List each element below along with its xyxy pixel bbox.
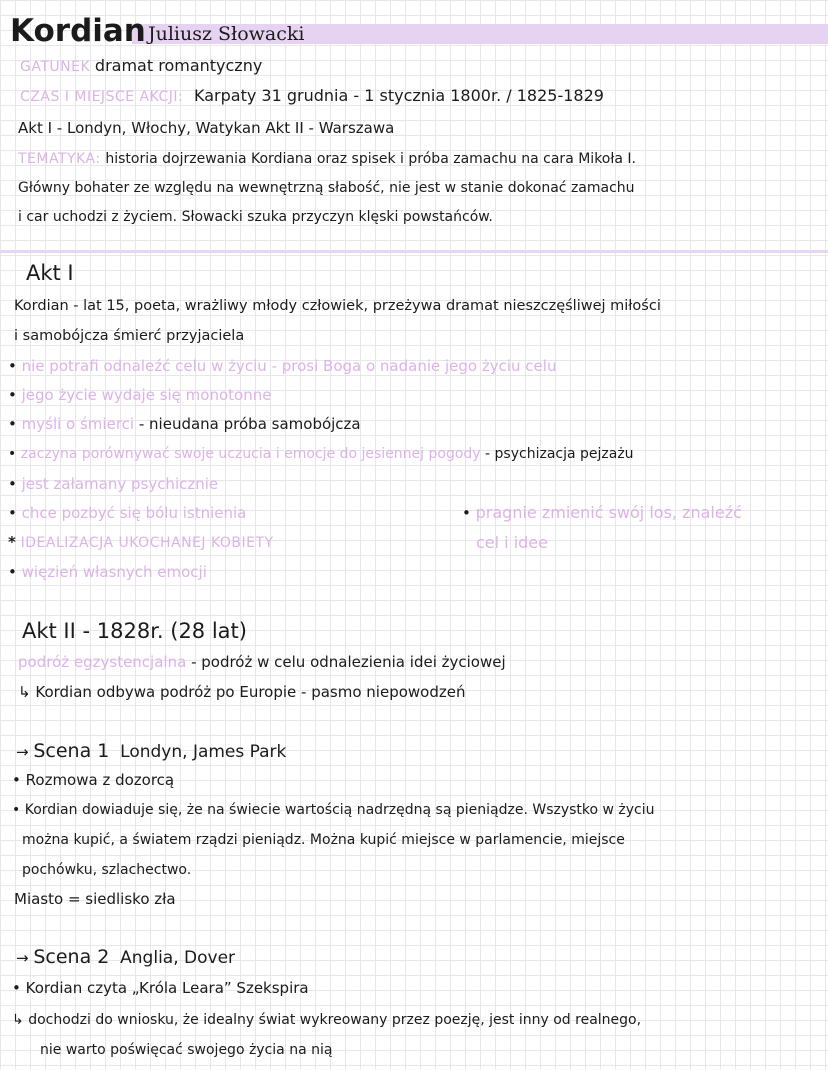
scene2-bullet-2 — [12, 1010, 641, 1030]
genre-value: dramat romantyczny — [94, 56, 263, 75]
scene2-heading — [16, 944, 235, 970]
bullet-dot: • — [462, 504, 471, 522]
act2-journey-note — [18, 682, 465, 702]
act1-bullet-7 — [8, 532, 274, 553]
act1-bullet-5 — [8, 474, 218, 494]
theme-text-1: historia dojrzewania Kordiana oraz spisek i próba zamachu na cara Mikoła I. — [105, 151, 636, 167]
act1-side-note-2: cel i idee — [476, 533, 548, 552]
scene1-note: Miasto = siedlisko zła — [14, 890, 176, 908]
bullet-dot: • — [8, 357, 17, 375]
bullet-dot: • — [12, 771, 21, 789]
scene1-heading — [16, 738, 286, 764]
act1-description-2: i samobójcza śmierć przyjaciela — [14, 328, 245, 344]
act1-bullet-1-rest: - prosi Boga o nadanie jego życiu celu — [271, 357, 557, 375]
act2-heading: Akt II - 1828r. (28 lat) — [22, 619, 247, 643]
arrow-icon: → — [16, 949, 29, 967]
bullet-dot: • — [8, 446, 17, 462]
theme-line-1 — [18, 148, 636, 169]
arrow-icon: → — [16, 743, 29, 761]
place-line — [20, 86, 604, 107]
bullet-dot: • — [8, 475, 17, 493]
scene2-bullet-1-text: Kordian czyta „Króla Leara” Szekspira — [25, 979, 309, 997]
theme-label: TEMATYKA: — [18, 151, 101, 167]
act2-journey-note-text: Kordian odbywa podróż po Europie - pasmo niepowodzeń — [35, 683, 466, 701]
bullet-dot: • — [8, 504, 17, 522]
genre-line — [20, 56, 262, 77]
act1-description-1: Kordian - lat 15, poeta, wrażliwy młody człowiek, przeżywa dramat nieszczęśliwej miłości — [14, 298, 661, 314]
genre-label: GATUNEK — [20, 59, 91, 75]
act1-bullet-6-text: chce pozbyć się bólu istnienia — [21, 504, 247, 522]
act1-bullet-4 — [8, 444, 634, 464]
scene1-bullet-1 — [12, 770, 174, 790]
act1-bullet-2 — [8, 385, 271, 405]
act1-bullet-3 — [8, 414, 361, 434]
scene1-bullet-2-cont-1: można kupić, a światem rządzi pieniądz. Można kupić miejsce w parlamencie, miejsce — [22, 832, 625, 848]
author-name: Juliusz Słowacki — [148, 23, 305, 45]
act1-bullet-3-text: myśli o śmierci — [21, 415, 135, 433]
act1-bullet-1 — [8, 356, 556, 376]
act1-bullet-3-rest: - nieudana próba samobójcza — [138, 415, 361, 433]
act1-heading: Akt I — [26, 261, 74, 285]
place-value: Karpaty 31 grudnia - 1 stycznia 1800r. / 1825-1829 — [194, 86, 604, 105]
place-label: CZAS I MIEJSCE AKCJI: — [20, 89, 184, 105]
act1-bullet-1-text: nie potrafi odnaleźć celu w życiu — [21, 357, 267, 375]
section-divider-1 — [0, 250, 828, 253]
scene2-bullet-1 — [12, 978, 309, 998]
scene1-place: Londyn, James Park — [120, 742, 287, 762]
return-arrow-icon: ↳ — [12, 1012, 24, 1028]
bullet-dot: • — [8, 415, 17, 433]
act2-journey-line — [18, 652, 506, 672]
bullet-dot: • — [12, 802, 21, 818]
scene1-label: Scena 1 — [33, 740, 110, 762]
act1-bullet-2-text: jego życie wydaje się monotonne — [21, 386, 272, 404]
scene1-bullet-2-cont-2: pochówku, szlachectwo. — [22, 862, 192, 878]
bullet-dot: • — [8, 563, 17, 581]
page-title: Kordian — [10, 13, 146, 49]
act2-journey-label: podróż egzystencjalna — [18, 653, 187, 671]
scene2-bullet-2-text-1: dochodzi do wniosku, że idealny świat wykreowany przez poezję, jest inny od realnego, — [28, 1012, 642, 1028]
act2-journey-rest: - podróż w celu odnalezienia idei życiowej — [191, 653, 506, 671]
bullet-dot: • — [8, 386, 17, 404]
bullet-dot: • — [12, 979, 21, 997]
act1-bullet-4-text: zaczyna porównywać swoje uczucia i emocje do jesiennej pogody — [20, 446, 481, 462]
act1-bullet-6 — [8, 503, 246, 523]
act1-bullet-8 — [8, 562, 207, 582]
act1-side-note-1 — [462, 503, 742, 523]
act1-bullet-4-rest: - psychizacja pejzażu — [485, 446, 634, 462]
scene1-bullet-1-text: Rozmowa z dozorcą — [25, 771, 175, 789]
theme-line-3: i car uchodzi z życiem. Słowacki szuka przyczyn klęski powstańców. — [18, 209, 493, 225]
scene2-bullet-2-cont: nie warto poświęcać swojego życia na nią — [40, 1042, 333, 1058]
return-arrow-icon: ↳ — [18, 683, 31, 701]
scene1-bullet-2 — [12, 800, 655, 820]
scene2-label: Scena 2 — [33, 946, 110, 968]
act1-bullet-5-text: jest załamany psychicznie — [21, 475, 219, 493]
scene1-bullet-2-text-1: Kordian dowiaduje się, że na świecie wartością nadrzędną są pieniądze. Wszystko w życiu — [24, 802, 655, 818]
acts-line: Akt I - Londyn, Włochy, Watykan Akt II - Warszawa — [18, 119, 395, 137]
star-icon: * — [8, 533, 16, 551]
act1-bullet-8-text: więzień własnych emocji — [21, 563, 207, 581]
act1-bullet-7-text: IDEALIZACJA UKOCHANEJ KOBIETY — [20, 535, 274, 551]
scene2-place: Anglia, Dover — [120, 948, 236, 968]
theme-line-2: Główny bohater ze względu na wewnętrzną słabość, nie jest w stanie dokonać zamachu — [18, 180, 635, 196]
act1-side-note-1-text: pragnie zmienić swój los, znaleźć — [475, 503, 742, 522]
